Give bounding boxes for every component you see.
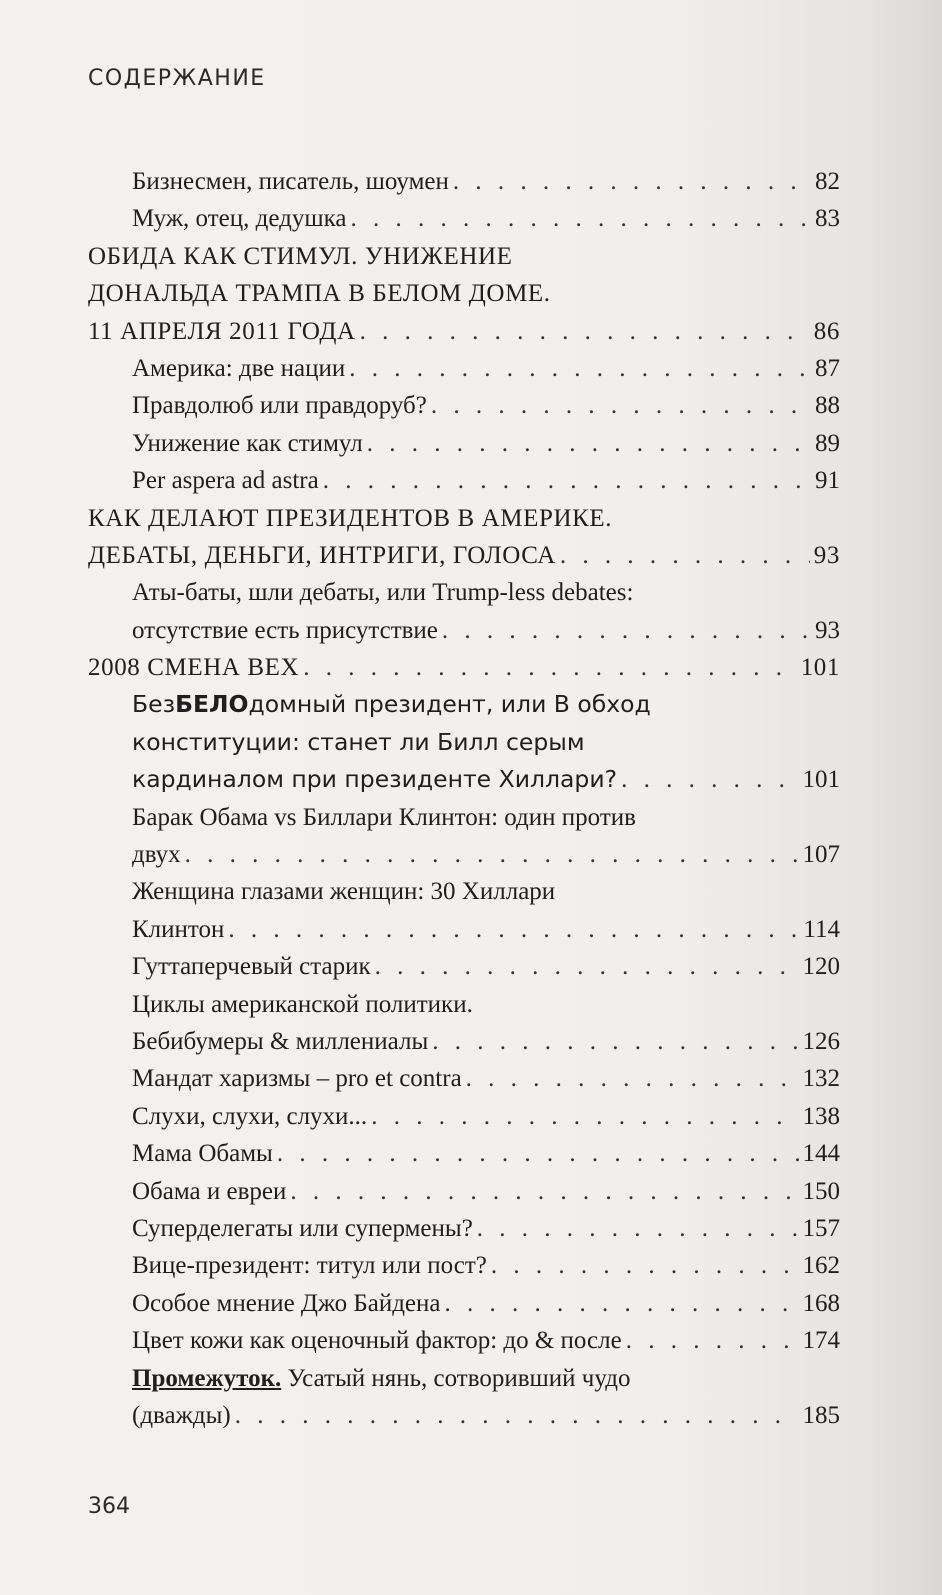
toc-page-number: 150 (802, 1177, 840, 1205)
dot-leader (445, 1285, 799, 1322)
toc-entry-row (88, 1210, 840, 1247)
dot-leader (621, 761, 798, 798)
toc-page-number: 89 (815, 429, 840, 457)
dot-leader (185, 836, 799, 873)
dot-leader (349, 350, 811, 387)
dot-leader (431, 387, 811, 424)
toc-entry-title: Per aspera ad astra (132, 467, 319, 495)
toc-entry-row (88, 1135, 840, 1172)
toc-page-number: 185 (802, 1401, 840, 1429)
toc-entry-row (88, 387, 840, 424)
toc-entry-row (88, 1023, 840, 1060)
toc-entry-row (88, 948, 840, 985)
toc-entry-title: Америка: две нации (132, 354, 346, 382)
toc-entry-title: 2008 СМЕНА ВЕХ (88, 654, 300, 682)
toc-chapter-row (88, 313, 840, 350)
toc-page-number: 93 (813, 541, 840, 569)
dot-leader (235, 1397, 799, 1434)
toc-page-number: 87 (815, 354, 840, 382)
toc-entry-row (88, 724, 840, 761)
toc-entry-row (88, 1247, 840, 1284)
dot-leader (375, 948, 799, 985)
toc-page-number: 88 (815, 392, 840, 420)
toc-page-number: 114 (803, 915, 840, 943)
toc-entry-title: Мама Обамы (132, 1140, 273, 1168)
toc-page-number: 157 (802, 1214, 840, 1242)
toc-entry-row (88, 1322, 840, 1359)
toc-page-number: 138 (802, 1102, 840, 1130)
toc-page-number: 107 (802, 841, 840, 869)
toc-entry-row (88, 1098, 840, 1135)
toc-entry-title: Суперделегаты или супермены? (132, 1214, 473, 1242)
toc-page-number: 93 (815, 616, 840, 644)
toc-page-number: 120 (802, 953, 840, 981)
toc-title-prefix: Без (132, 690, 176, 719)
toc-entry-row (88, 686, 840, 723)
dot-leader (303, 649, 797, 686)
toc-entry-title: кардиналом при президенте Хиллари? (132, 765, 618, 794)
toc-entry-title: Вице-президент: титул или пост? (132, 1252, 487, 1280)
dot-leader (360, 313, 810, 350)
toc-entry-title: Унижение как стимул (132, 429, 363, 457)
toc-page-number: 91 (815, 467, 840, 495)
toc-entry-title (132, 690, 651, 718)
toc-entry-row (88, 761, 840, 798)
toc-entry-row (88, 799, 840, 836)
toc-page-number: 101 (802, 766, 840, 794)
toc-page-number: 144 (802, 1140, 840, 1168)
toc-entry-row (88, 986, 840, 1023)
toc-page-number: 162 (802, 1252, 840, 1280)
toc-entry-row (88, 1060, 840, 1097)
toc-entry-row (88, 425, 840, 462)
toc-entry-title: Особое мнение Джо Байдена (132, 1289, 441, 1317)
toc-entry-row (88, 574, 840, 611)
toc-title-suffix: Усатый нянь, сотворивший чудо (281, 1364, 631, 1392)
toc-entry-title: КАК ДЕЛАЮТ ПРЕЗИДЕНТОВ В АМЕРИКЕ. (88, 504, 613, 532)
toc-entry-title: Муж, отец, дедушка (132, 205, 347, 233)
toc-entry-title: Женщина глазами женщин: 30 Хиллари (132, 878, 556, 906)
toc-page-number: 82 (815, 168, 840, 195)
dot-leader (560, 537, 810, 574)
toc-chapter-row (88, 537, 840, 574)
dot-leader (466, 1060, 799, 1097)
dot-leader (442, 612, 811, 649)
toc-entry-row (88, 1397, 840, 1434)
toc-chapter-row (88, 649, 840, 686)
toc-entry-title: ОБИДА КАК СТИМУЛ. УНИЖЕНИЕ (88, 242, 513, 270)
toc-page-number: 168 (802, 1289, 840, 1317)
toc-page-number: 101 (800, 654, 840, 682)
toc-entry-row (88, 1285, 840, 1322)
toc-chapter-row (88, 500, 840, 537)
toc-entry-title (132, 1365, 631, 1392)
dot-leader (323, 462, 811, 499)
toc-chapter-row (88, 275, 840, 312)
dot-leader (228, 911, 799, 948)
toc-chapter-row (88, 238, 840, 275)
toc-entry-row (88, 873, 840, 910)
toc-entry-row (88, 462, 840, 499)
toc-entry-row (88, 200, 840, 237)
toc-entry-title: Клинтон (132, 915, 225, 943)
dot-leader (367, 425, 811, 462)
toc-entry-title: Мандат харизмы – pro et contra (132, 1065, 462, 1093)
dot-leader (477, 1210, 799, 1247)
running-head: СОДЕРЖАНИЕ (88, 66, 266, 91)
toc-entry-title: 11 АПРЕЛЯ 2011 ГОДА (88, 317, 356, 345)
toc-page-number: 83 (815, 205, 840, 233)
toc-entry-title: отсутствие есть присутствие (132, 616, 438, 644)
toc-entry-title: (дважды) (132, 1401, 231, 1429)
toc-entry-row (88, 163, 840, 200)
toc-entry-row (88, 911, 840, 948)
dot-leader (432, 1023, 798, 1060)
toc-entry-title: Цвет кожи как оценочный фактор: до & после (132, 1327, 622, 1355)
dot-leader (350, 200, 811, 237)
dot-leader (453, 163, 811, 200)
dot-leader (371, 1098, 798, 1135)
toc-title-underlined: Промежуток. (132, 1364, 282, 1392)
toc-entry-title: конституции: станет ли Билл серым (132, 727, 585, 756)
toc-page-number: 86 (813, 317, 840, 345)
toc-entry-title: двух (132, 841, 181, 869)
page-number: 364 (88, 1494, 130, 1519)
dot-leader (491, 1247, 799, 1284)
toc-entry-title: Барак Обама vs Биллари Клинтон: один против (132, 803, 636, 831)
toc-entry-title: Бебибумеры & миллениалы (132, 1027, 429, 1055)
toc-page-number: 174 (802, 1327, 840, 1355)
dot-leader (277, 1135, 799, 1172)
toc-entry-row (88, 836, 840, 873)
toc-page-number: 126 (802, 1027, 840, 1055)
toc-entry-row (88, 1360, 840, 1397)
toc-entry-title: Бизнесмен, писатель, шоумен (132, 168, 449, 195)
toc-entry-title: Обама и евреи (132, 1177, 287, 1205)
toc-entry-title: Правдолюб или правдоруб? (132, 392, 427, 420)
toc-title-bold: БЕЛО (175, 690, 249, 719)
table-of-contents (88, 163, 840, 1434)
toc-entry-row (88, 350, 840, 387)
toc-entry-title: Гуттаперчевый старик (132, 953, 371, 981)
dot-leader (626, 1322, 799, 1359)
dot-leader (290, 1173, 798, 1210)
toc-entry-row (88, 612, 840, 649)
toc-entry-title: Слухи, слухи, слухи... (132, 1102, 368, 1130)
toc-entry-title: ДЕБАТЫ, ДЕНЬГИ, ИНТРИГИ, ГОЛОСА (88, 541, 556, 569)
toc-title-suffix: домный президент, или В обход (248, 690, 651, 719)
toc-page-number: 132 (802, 1065, 840, 1093)
toc-entry-title: ДОНАЛЬДА ТРАМПА В БЕЛОМ ДОМЕ. (88, 280, 551, 308)
toc-entry-row (88, 1173, 840, 1210)
toc-entry-title: Аты-баты, шли дебаты, или Trump-less debates: (132, 579, 634, 607)
toc-entry-title: Циклы американской политики. (132, 990, 473, 1018)
